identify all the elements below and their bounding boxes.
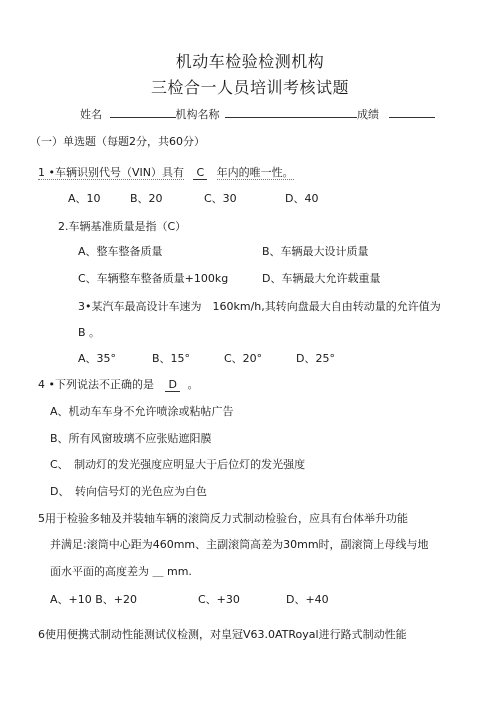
q3-option-c: C、20° [224,352,263,365]
exam-title-line1: 机动车检验检测机构 [175,52,325,71]
name-blank [110,106,176,118]
q3-option-a: A、35° [78,352,117,365]
q5-option-ab: A、+10 B、+20 [50,593,137,606]
question-5-line2: 并满足:滚筒中心距为460mm、主副滚筒高差为30mm时，副滚筒上母线与地 [50,538,429,551]
q3-option-b: B、15° [152,352,191,365]
q1-stem-pre: 1 •车辆识别代号（VIN）具有 [38,166,184,179]
q2-option-d: D、车辆最大允许载重量 [262,272,381,285]
name-label: 姓名 [80,108,102,121]
question-1 [38,166,294,180]
exam-title-line2: 三检合一人员培训考核试题 [150,78,349,97]
q1-stem-post: 年内的唯一性。 [216,166,294,179]
question-2: 2.车辆基准质量是指（C） [58,220,187,233]
question-3-line2: B 。 [78,326,101,339]
question-5-line3: 面水平面的高度差为 ＿ mm. [50,565,192,578]
question-5-line1: 5用于检验多轴及并装轴车辆的滚筒反力式制动检验台，应具有台体举升功能 [38,512,408,525]
score-label: 成绩 [357,108,379,121]
q4-answer: D [165,379,179,392]
q2-option-a: A、整车整备质量 [78,245,163,258]
score-blank [389,106,435,118]
q5-option-d: D、+40 [286,593,329,606]
q5-option-c: C、+30 [198,593,240,606]
question-3-line1: 3•某汽车最高设计车速为 160km/h,其转向盘最大自由转动量的允许值为 [78,300,441,313]
q1-option-a: A、10 [68,192,101,205]
question-6-line1: 6使用便携式制动性能测试仪检测，对皇冠V63.0ATRoyal进行路式制动性能 [38,628,407,641]
q4-option-c: C、 制动灯的发光强度应明显大于后位灯的发光强度 [50,458,306,471]
section-heading: （一）单选题（每题2分，共60分） [30,135,205,148]
org-label: 机构名称 [175,108,220,121]
q2-option-b: B、车辆最大设计质量 [262,245,369,258]
q1-option-c: C、30 [204,192,237,205]
org-blank [225,106,357,118]
q1-answer: C [193,167,207,180]
q4-stem-post: 。 [187,378,199,391]
q4-stem-pre: 4 •下列说法不正确的是 [38,378,154,391]
q1-option-d: D、40 [285,192,319,205]
q3-option-d: D、25° [296,352,335,365]
exam-info-row [80,106,435,122]
question-4 [38,378,198,392]
q4-option-d: D、 转向信号灯的光色应为白色 [50,485,207,498]
q4-option-a: A、机动车车身不允许喷涂或粘帖广告 [50,405,234,418]
q4-option-b: B、所有风窗玻璃不应张贴遮阳膜 [50,432,212,445]
q2-option-c: C、车辆整车整备质量+100kg [78,272,229,285]
q1-option-b: B、20 [130,192,163,205]
